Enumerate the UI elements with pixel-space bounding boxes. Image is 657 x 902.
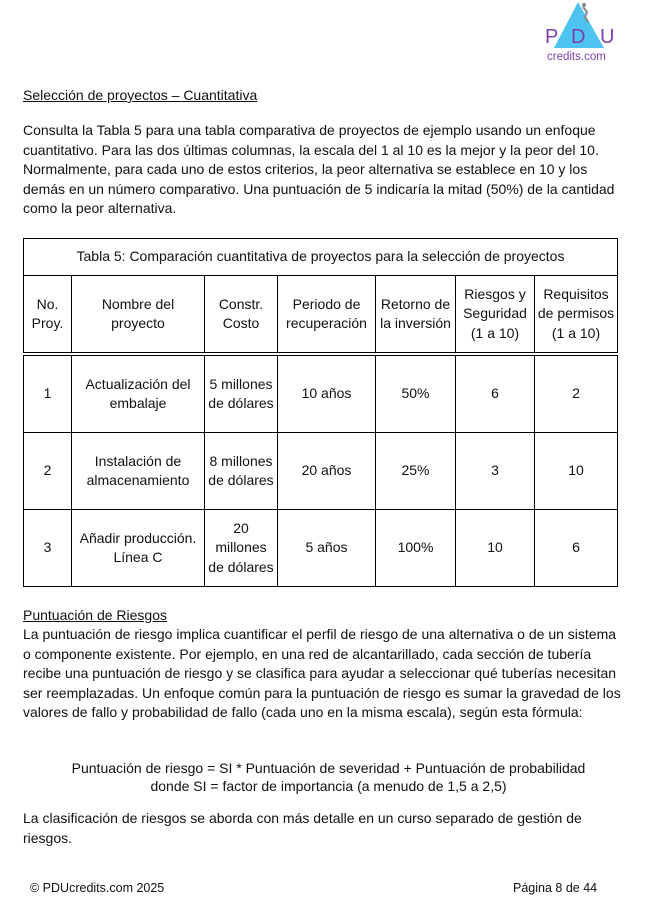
table-caption: Tabla 5: Comparación cuantitativa de proyectos para la selección de proyectos <box>24 239 618 276</box>
risk-scoring-paragraph: La puntuación de riesgo implica cuantificar el perfil de riesgo de una alternativa o de un sistema o componente existente. Por ejemplo, en una red de alcantarillado, cada sección de tubería recibe una puntuación de riesgo y se clasifica para ayudar a seleccionar qué tuberías necesitan ser reemplazadas. Un enfoque común para la puntuación de riesgo es sumar la gravedad de los valores de fallo y probabilidad de fallo (cada uno en la misma escala), según esta fórmula: <box>23 626 621 720</box>
cell-project-name: Añadir producción. Línea C <box>72 510 205 587</box>
cell-project-no: 2 <box>24 433 72 510</box>
cell-risk: 6 <box>456 354 535 433</box>
header-construction-cost: Constr. Costo <box>205 276 278 355</box>
cell-cost: 5 millones de dólares <box>205 354 278 433</box>
cell-permits: 6 <box>535 510 618 587</box>
cell-permits: 10 <box>535 433 618 510</box>
header-payback-period: Periodo de recuperación <box>278 276 376 355</box>
table-row <box>24 354 618 433</box>
comparison-table <box>23 238 618 587</box>
cell-project-name: Instalación de almacenamiento <box>72 433 205 510</box>
header-roi: Retorno de la inversión <box>376 276 456 355</box>
cell-payback: 5 años <box>278 510 376 587</box>
closing-paragraph: La clasificación de riesgos se aborda con más detalle en un curso separado de gestión de riesgos. <box>23 810 582 846</box>
cell-risk: 10 <box>456 510 535 587</box>
table-row <box>24 510 618 587</box>
cell-cost: 20 millones de dólares <box>205 510 278 587</box>
footer-copyright: © PDUcredits.com 2025 <box>30 881 165 895</box>
table-row <box>24 433 618 510</box>
logo-letter-p: P <box>545 26 559 48</box>
logo-subtitle: credits.com <box>547 51 606 63</box>
formula-line-1: Puntuación de riesgo = SI * Puntuación de severidad + Puntuación de probabilidad <box>71 760 586 776</box>
cell-project-no: 3 <box>24 510 72 587</box>
pdu-credits-logo <box>540 0 620 64</box>
intro-paragraph: Consulta la Tabla 5 para una tabla comparativa de proyectos de ejemplo usando un enfoque cuantitativo. Para las dos últimas columnas, la escala del 1 al 10 es la mejor y la peor del 10. Normalmente, para cada uno de estos criterios, la peor alternativa se establece en 10 y los demás en un número comparativo. Una puntuación de 5 indicaría la mitad (50%) de la cantidad como la peor alternativa. <box>23 122 615 216</box>
cell-permits: 2 <box>535 354 618 433</box>
header-project-no: No. Proy. <box>24 276 72 355</box>
logo-letter-d: D <box>571 26 586 48</box>
cell-risk: 3 <box>456 433 535 510</box>
cell-roi: 50% <box>376 354 456 433</box>
formula-line-2: donde SI = factor de importancia (a menudo de 1,5 a 2,5) <box>150 778 507 794</box>
header-project-name: Nombre del proyecto <box>72 276 205 355</box>
cell-roi: 25% <box>376 433 456 510</box>
cell-project-no: 1 <box>24 354 72 433</box>
header-permit-requirements: Requisitos de permisos (1 a 10) <box>535 276 618 355</box>
cell-roi: 100% <box>376 510 456 587</box>
footer-page-number: Página 8 de 44 <box>513 881 598 895</box>
cell-payback: 10 años <box>278 354 376 433</box>
logo-letter-u: U <box>600 26 615 48</box>
cell-payback: 20 años <box>278 433 376 510</box>
cell-cost: 8 millones de dólares <box>205 433 278 510</box>
cell-project-name: Actualización del embalaje <box>72 354 205 433</box>
section-title-risk-scoring: Puntuación de Riesgos <box>23 607 167 623</box>
section-title-quantitative: Selección de proyectos – Cuantitativa <box>23 87 258 103</box>
header-risk-safety: Riesgos y Seguridad (1 a 10) <box>456 276 535 355</box>
table-header-row <box>24 276 618 355</box>
